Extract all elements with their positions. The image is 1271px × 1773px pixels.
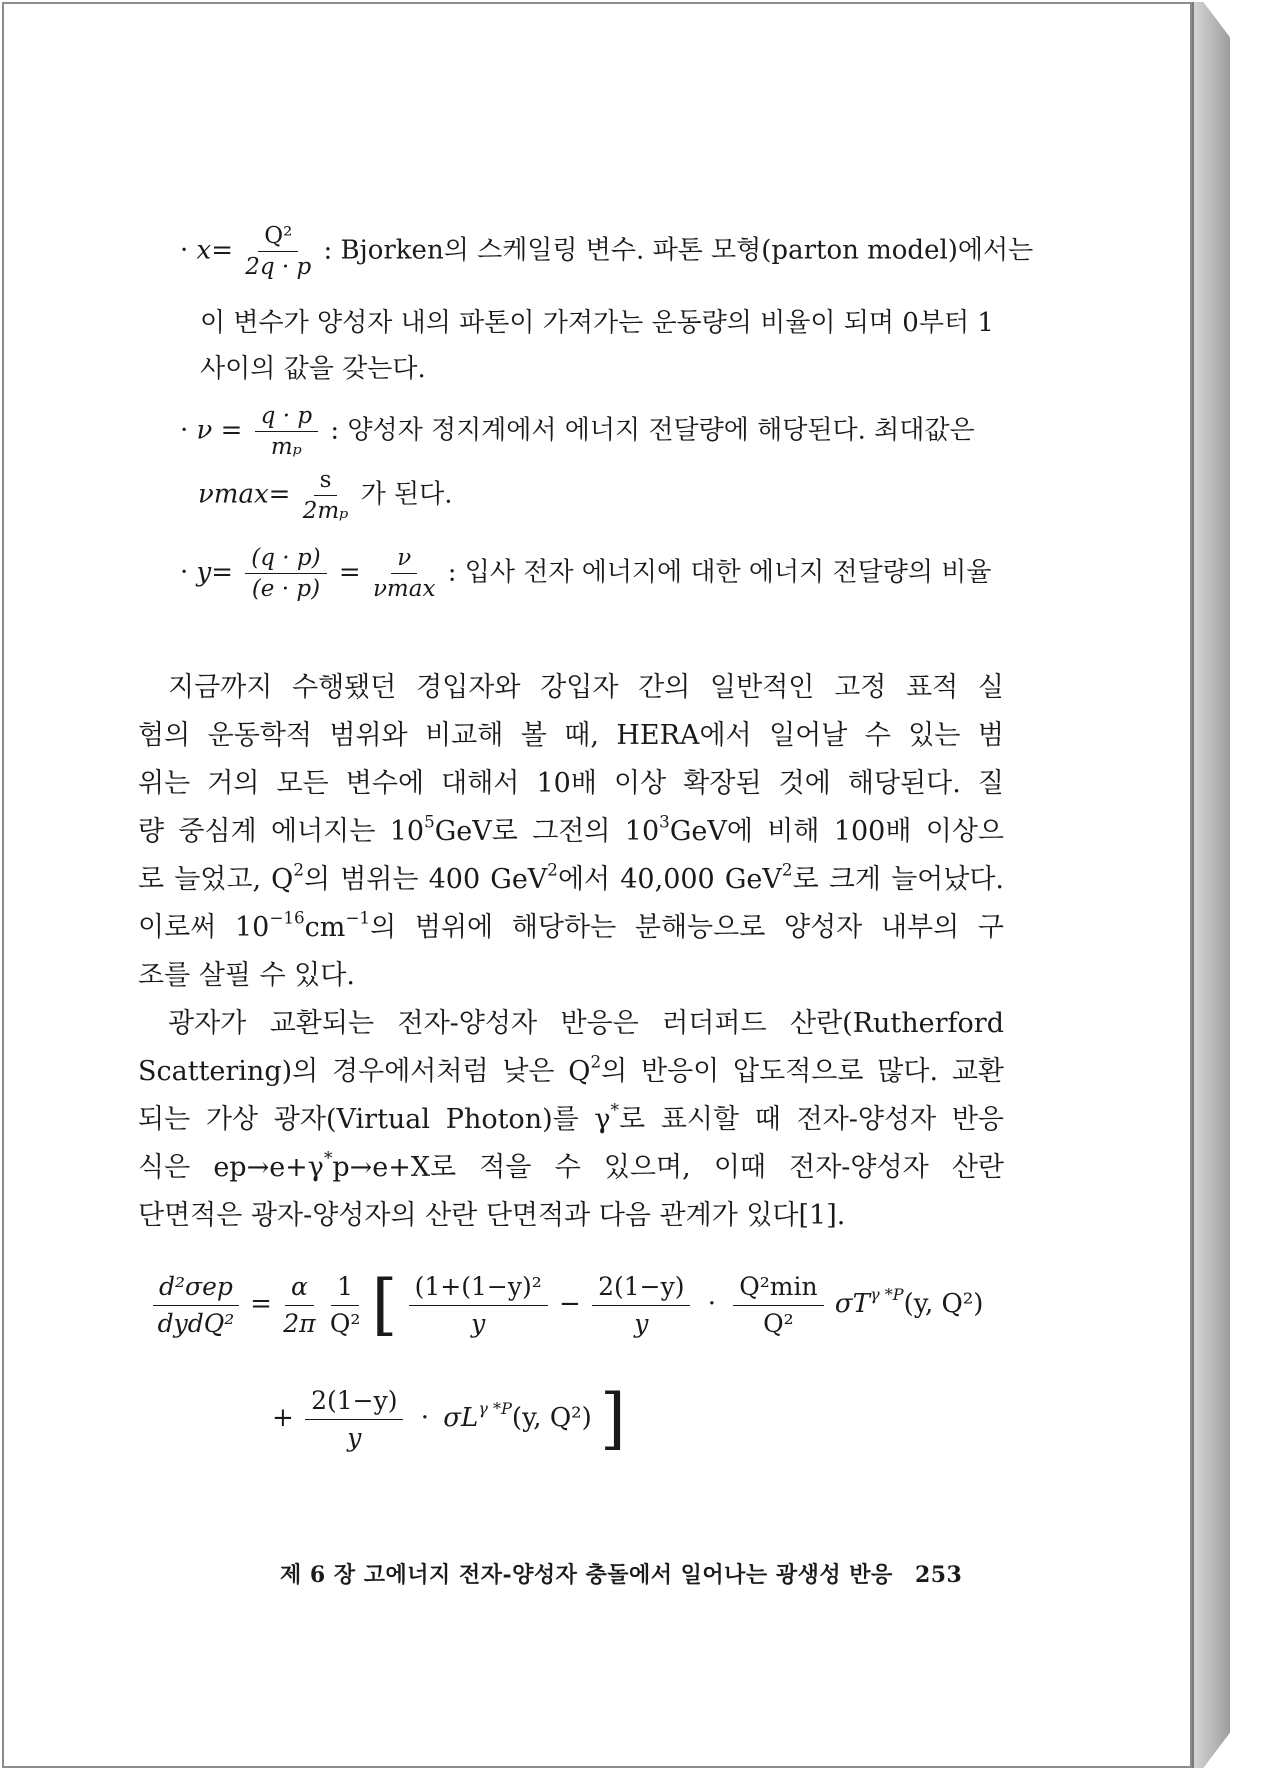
definition-y-desc: : 입사 전자 에너지에 대한 에너지 전달량의 비율 xyxy=(447,557,992,588)
equation-term4-num: 2(1−y) xyxy=(305,1387,403,1420)
definition-x-num: Q² xyxy=(258,224,298,252)
equation-one-den: Q² xyxy=(329,1308,361,1338)
paragraph-2-line: 식은 ep→e+γ*p→e+X로 적을 수 있으며, 이때 전자-양성자 산란 xyxy=(138,1147,1004,1183)
page-footer xyxy=(280,1558,962,1589)
paragraph-1 xyxy=(138,664,1004,1000)
equation-term3-den: Q² xyxy=(763,1308,794,1338)
paragraph-2-line: 광자가 교환되는 전자-양성자 반응은 러더퍼드 산란(Rutherford xyxy=(168,1008,1004,1039)
equation-term2-den: y xyxy=(634,1308,649,1338)
equation-term1-num: (1+(1−y)² xyxy=(409,1273,548,1306)
bullet: · xyxy=(180,415,189,446)
definition-nu-den: mₚ xyxy=(270,434,302,461)
equation-right-bracket: ] xyxy=(599,1380,626,1457)
equation-left-bracket: [ xyxy=(371,1266,398,1343)
definition-x xyxy=(180,224,1033,279)
equation-minus: − xyxy=(559,1289,581,1319)
equation-dot2: · xyxy=(420,1403,429,1433)
definition-x-cont2: 사이의 값을 갖는다. xyxy=(200,354,426,384)
equation-lhs-den: dydQ² xyxy=(157,1308,235,1338)
definition-y-den2: νmax xyxy=(372,576,436,603)
page-edge-line xyxy=(1192,2,1194,1768)
definition-y-num2: ν xyxy=(391,546,417,574)
definition-x-desc: : Bjorken의 스케일링 변수. 파톤 모형(parton model)에서는 xyxy=(323,235,1034,266)
equation-term3 xyxy=(733,1273,823,1337)
definition-x-fraction xyxy=(245,224,311,279)
definition-nu-lhs: ν = xyxy=(196,415,243,446)
equation-alpha-num: α xyxy=(285,1273,314,1306)
definition-y-eq: = xyxy=(338,557,361,588)
definition-nu-max-num: s xyxy=(314,468,338,496)
definition-y xyxy=(180,546,992,601)
definition-nu-max-desc: 가 된다. xyxy=(360,479,453,510)
definition-nu-max-lhs: νmax= xyxy=(198,479,291,510)
equation-sigma-l-sup: γ *P xyxy=(478,1398,512,1418)
equation-alpha-den: 2π xyxy=(283,1308,316,1338)
equation-dot: · xyxy=(707,1289,717,1319)
definition-y-fraction1 xyxy=(245,546,326,601)
paragraph-2 xyxy=(138,1000,1004,1240)
equation-equals: = xyxy=(250,1289,272,1319)
definition-nu-max-fraction xyxy=(303,468,349,523)
definition-x-cont1: 이 변수가 양성자 내의 파톤이 가져가는 운동량의 비율이 되며 0부터 1 xyxy=(200,308,994,338)
page-edge-shadow xyxy=(1192,2,1230,1768)
equation-term2-num: 2(1−y) xyxy=(592,1273,690,1306)
paragraph-1-line: 량 중심계 에너지는 $10^5GeV$로 그전의 $10^3GeV$에 비해 100배 이상으 xyxy=(138,811,1005,847)
definition-nu-max xyxy=(198,468,452,523)
equation-term3-num: Q²min xyxy=(733,1273,823,1306)
definition-nu-fraction xyxy=(255,404,318,459)
paragraph-1-line: 조를 살필 수 있다. xyxy=(138,960,355,991)
paragraph-1-line: 지금까지 수행됐던 경입자와 강입자 간의 일반적인 고정 표적 실 xyxy=(168,672,1004,703)
chapter-title: 제 6 장 고에너지 전자-양성자 충돌에서 일어나는 광생성 반응 xyxy=(280,1562,893,1588)
equation-sigma-l-arg: (y, Q²) xyxy=(511,1403,592,1433)
equation-term1-den: y xyxy=(471,1308,486,1338)
page-number: 253 xyxy=(914,1562,963,1588)
paragraph-2-line: Scattering)의 경우에서처럼 낮은 $Q^2$의 반응이 압도적으로 많다. 교환 xyxy=(138,1051,1004,1087)
equation-alpha-fraction xyxy=(283,1273,315,1337)
equation-term1 xyxy=(409,1273,548,1337)
paragraph-1-line: 로 늘었고, $Q^2$의 범위는 400 GeV$^2$에서 40,000 GeV$^2$로 크게 늘어났다. xyxy=(138,859,1004,895)
paragraph-2-line: 단면적은 광자-양성자의 산란 단면적과 다음 관계가 있다[1]. xyxy=(138,1200,846,1231)
equation-lhs-num: d²σep xyxy=(153,1273,239,1306)
equation-sigma-t: σT xyxy=(834,1289,870,1319)
equation-line-1 xyxy=(150,1266,984,1343)
paragraph-2-line: 되는 가상 광자(Virtual Photon)를 γ*로 표시할 때 전자-양성자 반응 xyxy=(138,1099,1005,1135)
paragraph-1-line: 위는 거의 모든 변수에 대해서 10배 이상 확장된 것에 해당된다. 질 xyxy=(138,768,1004,799)
paragraph-1-line: 이로써 $10^{-16}cm^{-1}$의 범위에 해당하는 분해능으로 양성자 내부의 구 xyxy=(138,907,1005,943)
equation-plus: + xyxy=(272,1403,294,1433)
equation-term4 xyxy=(305,1387,403,1451)
paragraph-1-line: 험의 운동학적 범위와 비교해 볼 때, HERA에서 일어날 수 있는 범 xyxy=(138,720,1004,751)
bullet: · xyxy=(180,557,189,588)
definition-nu xyxy=(180,404,975,459)
definition-nu-max-den: 2mₚ xyxy=(302,498,349,525)
equation-line-2 xyxy=(272,1380,626,1457)
definition-y-fraction2 xyxy=(373,546,435,601)
equation-sigma-t-sup: γ *P xyxy=(869,1284,904,1304)
definition-y-lhs: y= xyxy=(196,557,234,588)
equation-sigma-l: σL xyxy=(443,1403,479,1433)
definition-y-num1: (q · p) xyxy=(245,546,326,574)
equation-sigma-t-arg: (y, Q²) xyxy=(903,1289,984,1319)
bullet: · xyxy=(180,235,189,266)
definition-y-den1: (e · p) xyxy=(251,576,321,603)
equation-term4-den: y xyxy=(347,1422,362,1452)
definition-x-den: 2q · p xyxy=(245,254,312,281)
definition-nu-num: q · p xyxy=(255,404,318,432)
equation-one-num: 1 xyxy=(331,1273,359,1306)
equation-lhs xyxy=(153,1273,239,1337)
definition-x-lhs: x= xyxy=(196,235,233,266)
equation-term2 xyxy=(592,1273,690,1337)
definition-nu-desc: : 양성자 정지계에서 에너지 전달량에 해당된다. 최대값은 xyxy=(330,415,975,446)
equation-one-over-q2 xyxy=(330,1273,361,1337)
